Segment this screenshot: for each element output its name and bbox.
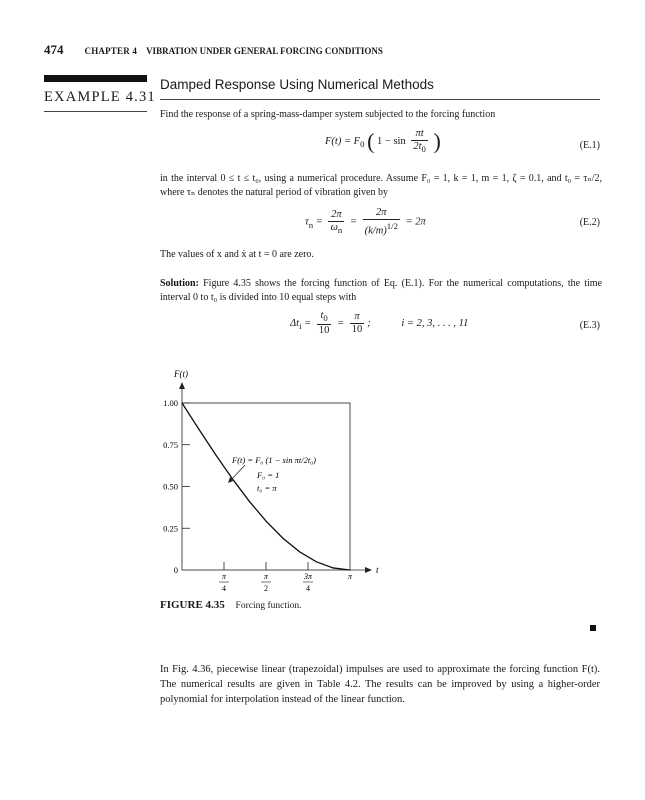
eq2-number: (E.2): [579, 217, 600, 228]
equation-e1: $F(t) = F_0$ ( 1 − sin $\frac{\pi t}{2t_0}$ ): [325, 128, 441, 155]
annotation-equation: F(t) = F₀ (1 − sin πt/2t₀): [232, 455, 316, 465]
solution-text: Figure 4.35 shows the forcing function of Eq. (E.1). For the numerical computations, the time interval 0 to t₀ is divided into 10 equal steps with: [160, 278, 603, 303]
y-tick-label: 0: [173, 565, 178, 575]
data-point: [316, 561, 317, 562]
chapter-label: CHAPTER 4: [84, 46, 138, 56]
y-tick-label: 0.25: [163, 523, 178, 534]
annotation-arrow-line: [230, 465, 245, 481]
eq1-sub: 0: [360, 139, 365, 150]
figure-caption-text: Forcing function.: [235, 601, 302, 611]
x-tick-label-numerator: π: [221, 572, 227, 581]
x-tick-label-numerator: π: [263, 572, 269, 581]
example-label-rule: [44, 111, 147, 112]
data-point: [181, 402, 182, 403]
initial-conditions: The values of x and ẋ at t = 0 are zero.: [160, 249, 314, 260]
eq1-number: (E.1): [579, 140, 600, 151]
example-label: EXAMPLE 4.31: [44, 89, 156, 105]
equation-e2: $\tau_n$ = $\frac{2\pi}{\omega_n}$ = $\frac{2\pi}{(k/m)^{1/2}}$ = 2π: [305, 207, 426, 237]
closing-paragraph: In Fig. 4.36, piecewise linear (trapezoidal) impulses are used to approximate the forcing function F(t). The numerical results are given in Table 4.2. The results can be improved by using a higher-order polynomial for interpolation instead of the linear function.: [160, 664, 600, 705]
eq3-number: (E.3): [579, 320, 600, 331]
x-axis-arrow: [365, 567, 372, 573]
y-axis-arrow: [179, 382, 185, 389]
data-point: [198, 429, 199, 430]
annotation-f0: F₀ = 1: [257, 470, 280, 480]
example-rule: [160, 99, 600, 100]
y-tick-label: 0.75: [163, 439, 178, 450]
y-tick-label: 0.50: [163, 481, 178, 492]
problem-intro: Find the response of a spring-mass-damper system subjected to the forcing function: [160, 109, 496, 120]
data-point: [215, 454, 216, 455]
running-head: [44, 42, 383, 58]
equation-e3: $\Delta t_i$ = $\frac{t_0}{10}$ = $\frac{\pi}{10}$ ; i = 2, 3, . . . , 11: [290, 310, 469, 337]
eq1-lhs: F(t) = F: [325, 135, 361, 147]
data-point: [249, 501, 250, 502]
data-point: [349, 569, 350, 570]
x-tick-label-denominator: 4: [306, 584, 311, 593]
y-tick-label: 1.00: [163, 398, 178, 408]
x-tick-label-numerator: π: [347, 572, 353, 581]
solution-paragraph: [160, 277, 602, 305]
data-point: [299, 551, 300, 552]
y-axis-label: F(t): [174, 369, 188, 379]
eq3-range: i = 2, 3, . . . , 11: [401, 317, 469, 329]
forcing-function-chart: [140, 360, 400, 595]
figure-caption: [160, 599, 302, 611]
end-of-example-mark: [590, 625, 596, 631]
chapter-title: VIBRATION UNDER GENERAL FORCING CONDITIONS: [146, 46, 383, 56]
x-axis-label: t: [376, 565, 379, 575]
data-point: [333, 567, 334, 568]
solution-label: Solution:: [160, 278, 199, 289]
figure-label: FIGURE 4.35: [160, 599, 225, 611]
annotation-t0: t₀ = π: [257, 483, 277, 493]
page-number: 474: [44, 42, 64, 57]
x-tick-label-denominator: 2: [264, 584, 269, 593]
interval-text: in the interval 0 ≤ t ≤ t₀, using a numerical procedure. Assume F₀ = 1, k = 1, m = 1, ζ = 0.1, and t₀ = τₙ/2, where τₙ denotes the natural period of vibration given by: [160, 173, 602, 198]
example-title: Damped Response Using Numerical Methods: [160, 77, 434, 92]
x-tick-label-numerator: 3π: [303, 572, 313, 581]
data-point: [282, 538, 283, 539]
data-point: [265, 520, 266, 521]
x-tick-label-denominator: 4: [222, 584, 227, 593]
example-bar: [44, 75, 147, 82]
